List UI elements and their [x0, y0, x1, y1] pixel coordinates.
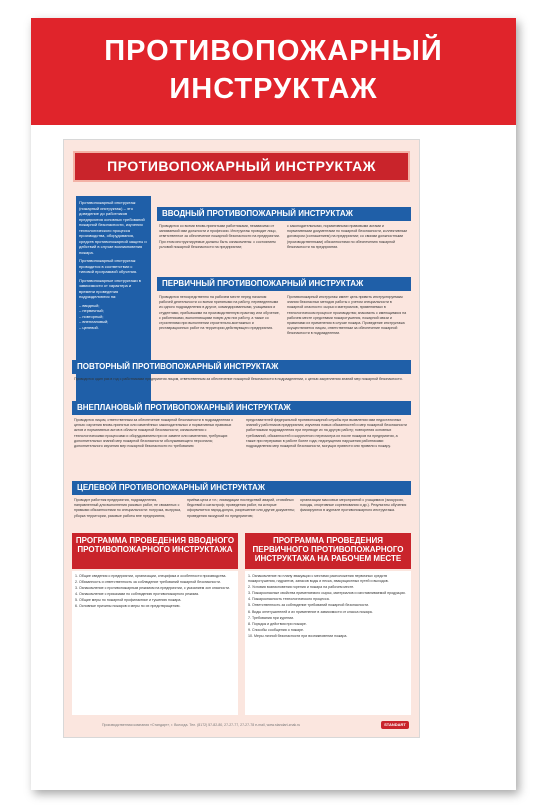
section-unplanned-col2: представителей федеральной противопожарной службы при выявлении ими недостаточных знаний у работников предприятия; изучения новых обязанностей и мер пожарной безопасности работниками подразделения при переводе их на другую работу; повторения основных требований, обязанностей и корректного пересмотра их после пожаров на предприятии, а также при перерывах в работе более года; недопущения нарушения работниками подразделения мер пожарной безопасности, могущих привести или привели к пожару. [246, 418, 407, 449]
footer-text: Производственная компания «Стандарт», г. Вологда. Тел. (8172) 57-82-80, 27-27-77, 27-27-78 e-mail, www.standart-znak.ru [102, 723, 301, 727]
poster-image [63, 139, 420, 738]
program-primary-list [245, 571, 411, 715]
section-title-intro: ВВОДНЫЙ ПРОТИВОПОЖАРНЫЙ ИНСТРУКТАЖ [157, 207, 411, 221]
program-primary-item: 5. Ответственность за соблюдение требований пожарной безопасности. [248, 603, 370, 608]
poster-footer [72, 720, 411, 730]
program-primary-item: 2. Условия возникновения горения и пожара на рабочем месте. [248, 585, 355, 590]
sidebar-list-item: – первичный; [79, 308, 104, 313]
poster-title: ПРОТИВОПОЖАРНЫЙ ИНСТРУКТАЖ [73, 151, 410, 182]
brand-logo: STANDART [381, 721, 409, 729]
section-title-repeat: ПОВТОРНЫЙ ПРОТИВОПОЖАРНЫЙ ИНСТРУКТАЖ [72, 360, 411, 374]
program-primary-item: 6. Виды огнетушителей и их применение в зависимости от класса пожара. [248, 609, 373, 614]
program-primary-item: 7. Требования при курении. [248, 615, 295, 620]
program-primary-item: 3. Пожароопасные свойства применяемого сырья, материалов и изготавливаемой продукции. [248, 591, 406, 596]
section-target-col2: приёма цеха и т.п.; ликвидации последствий аварий, стихийных бедствий и катастроф; проведения работ, на которые оформляется наряд-допуск, разрешение или другие документы; проведения экскурсий по предприятию; [187, 498, 295, 518]
header-title [31, 32, 516, 108]
sidebar-paragraph: Противопожарный инструктаж проводится в соответствии с типовой программой обучения. [79, 258, 138, 274]
program-intro-item: 3. Ознакомление с противопожарным режимом на предприятии, с указанием зон опасности. [75, 586, 230, 591]
program-intro-title: ПРОГРАММА ПРОВЕДЕНИЯ ВВОДНОГО ПРОТИВОПОЖАРНОГО ИНСТРУКТАЖА [72, 533, 238, 569]
program-primary-item: 1. Ознакомление по плану эвакуации с местами расположения первичных средств пожаротушения, гидрантов, запасов воды и песка, эвакуационных путей и выходов. [248, 574, 389, 584]
sidebar-paragraph: Противопожарные инструктажи в зависимости от характера и времени проведения подразделяются на: [79, 277, 141, 299]
section-primary-col2: Противопожарный инструктаж имеет цель привить инструктируемым знания безопасных методов работы с учетом специальности в пожарной опасности: сырья и материалов, применяемых в технологическом процессе производства; знакомить с имеющимися на рабочем месте средствами пожаротушения, пожарной связи и правилами их применения в случае пожара. Проведение инструктажа осуществляется лицом, ответственным за обеспечение пожарной безопасности в подразделении. [287, 295, 407, 336]
program-primary-item: 10. Меры личной безопасности при возникновении пожара. [248, 633, 348, 638]
sidebar-list-item: – целевой. [79, 324, 99, 330]
program-intro-item: 6. Основные причины пожаров и меры по их предотвращению. [75, 604, 181, 609]
program-intro-item: 4. Ознакомление с приказами по соблюдению противопожарного режима. [75, 592, 199, 597]
header-banner [31, 18, 516, 125]
sidebar-list-item: – вводный; [79, 302, 100, 308]
section-intro-col1: Проводится со всеми вновь принятыми работниками, независимо от занимаемой ими должности и профессии. Инструктаж проводит лицо, ответственное за обеспечение пожарной безопасности на предприятии. При этом инструктируемые должны быть ознакомлены: с состоянием условий пожарной безопасности на предприятии; [159, 224, 280, 249]
section-title-target: ЦЕЛЕВОЙ ПРОТИВОПОЖАРНЫЙ ИНСТРУКТАЖ [72, 481, 411, 495]
program-primary-title: ПРОГРАММА ПРОВЕДЕНИЯ ПЕРВИЧНОГО ПРОТИВОПОЖАРНОГО ИНСТРУКТАЖА НА РАБОЧЕМ МЕСТЕ [245, 533, 411, 569]
sidebar-list-item: – внеплановый; [79, 319, 109, 324]
program-primary-item: 4. Пожароопасность технологического процесса. [248, 597, 330, 602]
section-target-col1: Проводит работник предприятия, подразделения, направленный для выполнения разовых работ, не связанных с прямыми обязанностями по специальности: погрузка, выгрузка, уборка территории, разовые работы вне предприятия, [74, 498, 182, 518]
program-intro-list [72, 571, 238, 715]
section-primary-col1: Проводится непосредственно на рабочем месте перед началом рабочей деятельности со всеми принятыми на работу, переведенными из одного подразделения в другое, командированными, учащимися и студентами, прибывшими на производственную практику или обучение, с работниками, выполняющими новую для них работу, а также со строителями при выполнении строительно-монтажных и реставрационных работ на территории действующего предприятия. [159, 295, 280, 331]
section-title-unplanned: ВНЕПЛАНОВЫЙ ПРОТИВОПОЖАРНЫЙ ИНСТРУКТАЖ [72, 401, 411, 415]
sidebar-paragraph: Противопожарный инструктаж (пожарный инструктаж) – это доведение до работников предприятия основных требований пожарной безопасности, изучения технологического процесса производства, оборудования, средств противопожарной защиты и действий в случае возникновения пожара. [79, 200, 147, 255]
header-title-line2: ИНСТРУКТАЖ [169, 73, 378, 105]
section-intro-col2: с законодательными, нормативными правовыми актами и нормативными документами по пожарной безопасности, коллективным договором (соглашением) на предприятии; со своими должностными (производственными) обязанностями по обеспечению пожарной безопасности на предприятии. [287, 224, 407, 249]
program-intro-item: 1. Общие сведения о предприятии, организации, специфика и особенности производства. [75, 574, 227, 578]
program-intro-item: 2. Обязанность и ответственность за соблюдение требований пожарной безопасности. [75, 580, 221, 585]
section-unplanned-col1: Проводится лицом, ответственным за обеспечение пожарной безопасности в подразделении с целью: изучения вновь принятых или изменённых законодательных и нормативных правовых актов и нормативных актов в области пожарной безопасности; ознакомления с технологическими процессами и оборудованием при их замене или изменении, требующих дополнительных знаний мер пожарной безопасности обслуживающего персонала; дополнительного изучения мер пожарной безопасности по требованию [74, 418, 234, 449]
section-title-primary: ПЕРВИЧНЫЙ ПРОТИВОПОЖАРНЫЙ ИНСТРУКТАЖ [157, 277, 411, 291]
section-repeat-text: Проводится один раз в год с работниками предприятия лицом, ответственным за обеспечение пожарной безопасности в подразделении, с целью закрепления знаний мер пожарной безопасности. [74, 377, 403, 381]
program-primary-item: 8. Порядок и действия при пожаре. [248, 621, 307, 626]
header-title-line1: ПРОТИВОПОЖАРНЫЙ [104, 35, 443, 67]
program-primary-item: 9. Способы сообщения о пожаре. [248, 627, 305, 632]
program-intro-item: 5. Общие меры по пожарной профилактике и тушению пожара. [75, 598, 182, 603]
section-target-col3: организации массовых мероприятий с учащимися (экскурсии, походы, спортивные соревнования и др.). Результаты обучения фиксируются в журнале противопожарного инструктажа. [300, 498, 407, 513]
poster-sidebar [76, 196, 151, 406]
sidebar-list-item: – повторный; [79, 313, 104, 319]
